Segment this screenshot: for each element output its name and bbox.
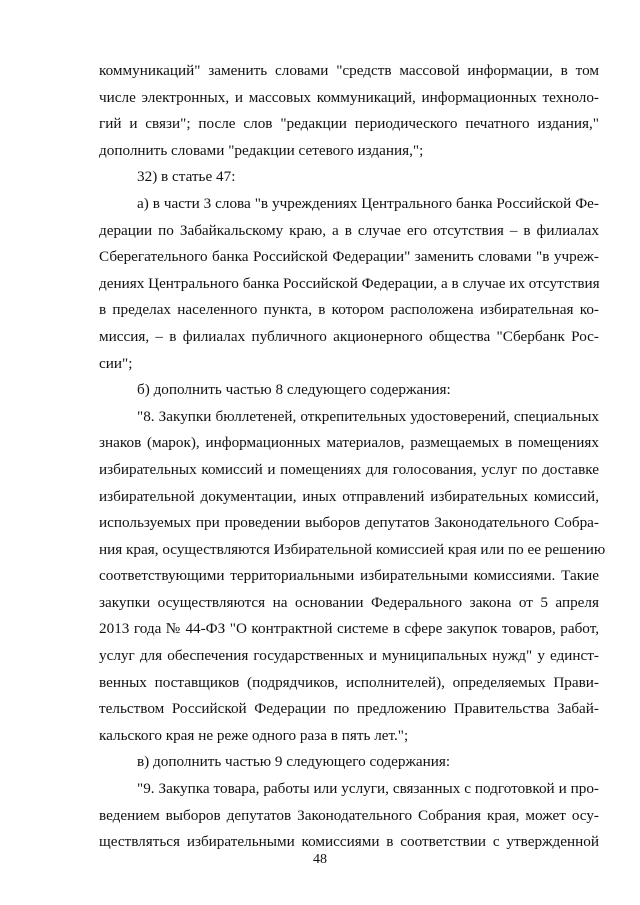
text-line: венных поставщиков (подрядчиков, исполнителей), определяемых Прави- [99, 673, 599, 691]
text-line: избирательной документации, иных отправлений избирательных комиссий, [99, 487, 599, 505]
text-line: дениях Центрального банка Российской Федерации, а в случае их отсутствия [99, 274, 600, 292]
text-line: избирательных комиссий и помещениях для голосования, услуг по доставке [99, 460, 599, 478]
text-line: "9. Закупка товара, работы или услуги, связанных с подготовкой и про- [137, 780, 599, 798]
text-line: Сберегательного банка Российской Федерации" заменить словами "в учреж- [99, 248, 599, 266]
text-line: ществляться избирательными комиссиями в соответствии с утвержденной [99, 833, 599, 851]
text-line: ния края, осуществляются Избирательной комиссией края или по ее решению [99, 540, 606, 558]
text-line: в) дополнить частью 9 следующего содержания: [137, 753, 451, 771]
text-line: гий и связи"; после слов "редакции периодического печатного издания," [99, 115, 599, 133]
text-line: числе электронных, и массовых коммуникаций, информационных техноло- [99, 88, 599, 106]
text-line: закупки осуществляются на основании Федерального закона от 5 апреля [99, 593, 599, 611]
text-line: тельством Российской Федерации по предложению Правительства Забай- [99, 700, 599, 718]
text-line: "8. Закупки бюллетеней, открепительных удостоверений, специальных [137, 407, 599, 425]
text-line: дерации по Забайкальскому краю, а в случае его отсутствия – в филиалах [99, 221, 599, 239]
text-line: кальского края не реже одного раза в пять лет."; [99, 726, 409, 744]
text-line: знаков (марок), информационных материалов, размещаемых в помещениях [99, 434, 599, 452]
text-line: 2013 года № 44-ФЗ "О контрактной системе в сфере закупок товаров, работ, [99, 620, 599, 638]
text-line: услуг для обеспечения государственных и муниципальных нужд" у единст- [99, 647, 599, 665]
text-line: а) в части 3 слова "в учреждениях Центрального банка Российской Фе- [137, 194, 599, 212]
text-line: коммуникаций" заменить словами "средств массовой информации, в том [99, 62, 599, 79]
text-line: сии"; [99, 354, 133, 372]
body-text [99, 58, 606, 856]
text-line: дополнить словами "редакции сетевого издания,"; [99, 141, 424, 159]
text-line: б) дополнить частью 8 следующего содержания: [137, 381, 451, 399]
text-line: 32) в статье 47: [137, 168, 236, 186]
text-line: используемых при проведении выборов депутатов Законодательного Собра- [99, 514, 599, 532]
page-number: 48 [313, 852, 327, 867]
text-line: ведением выборов депутатов Законодательного Собрания края, может осу- [99, 806, 599, 824]
text-line: соответствующими территориальными избирательными комиссиями. Такие [99, 567, 599, 585]
text-line: в пределах населенного пункта, в котором расположена избирательная ко- [99, 301, 599, 319]
text-line: миссия, – в филиалах публичного акционерного общества "Сбербанк Рос- [99, 327, 599, 345]
